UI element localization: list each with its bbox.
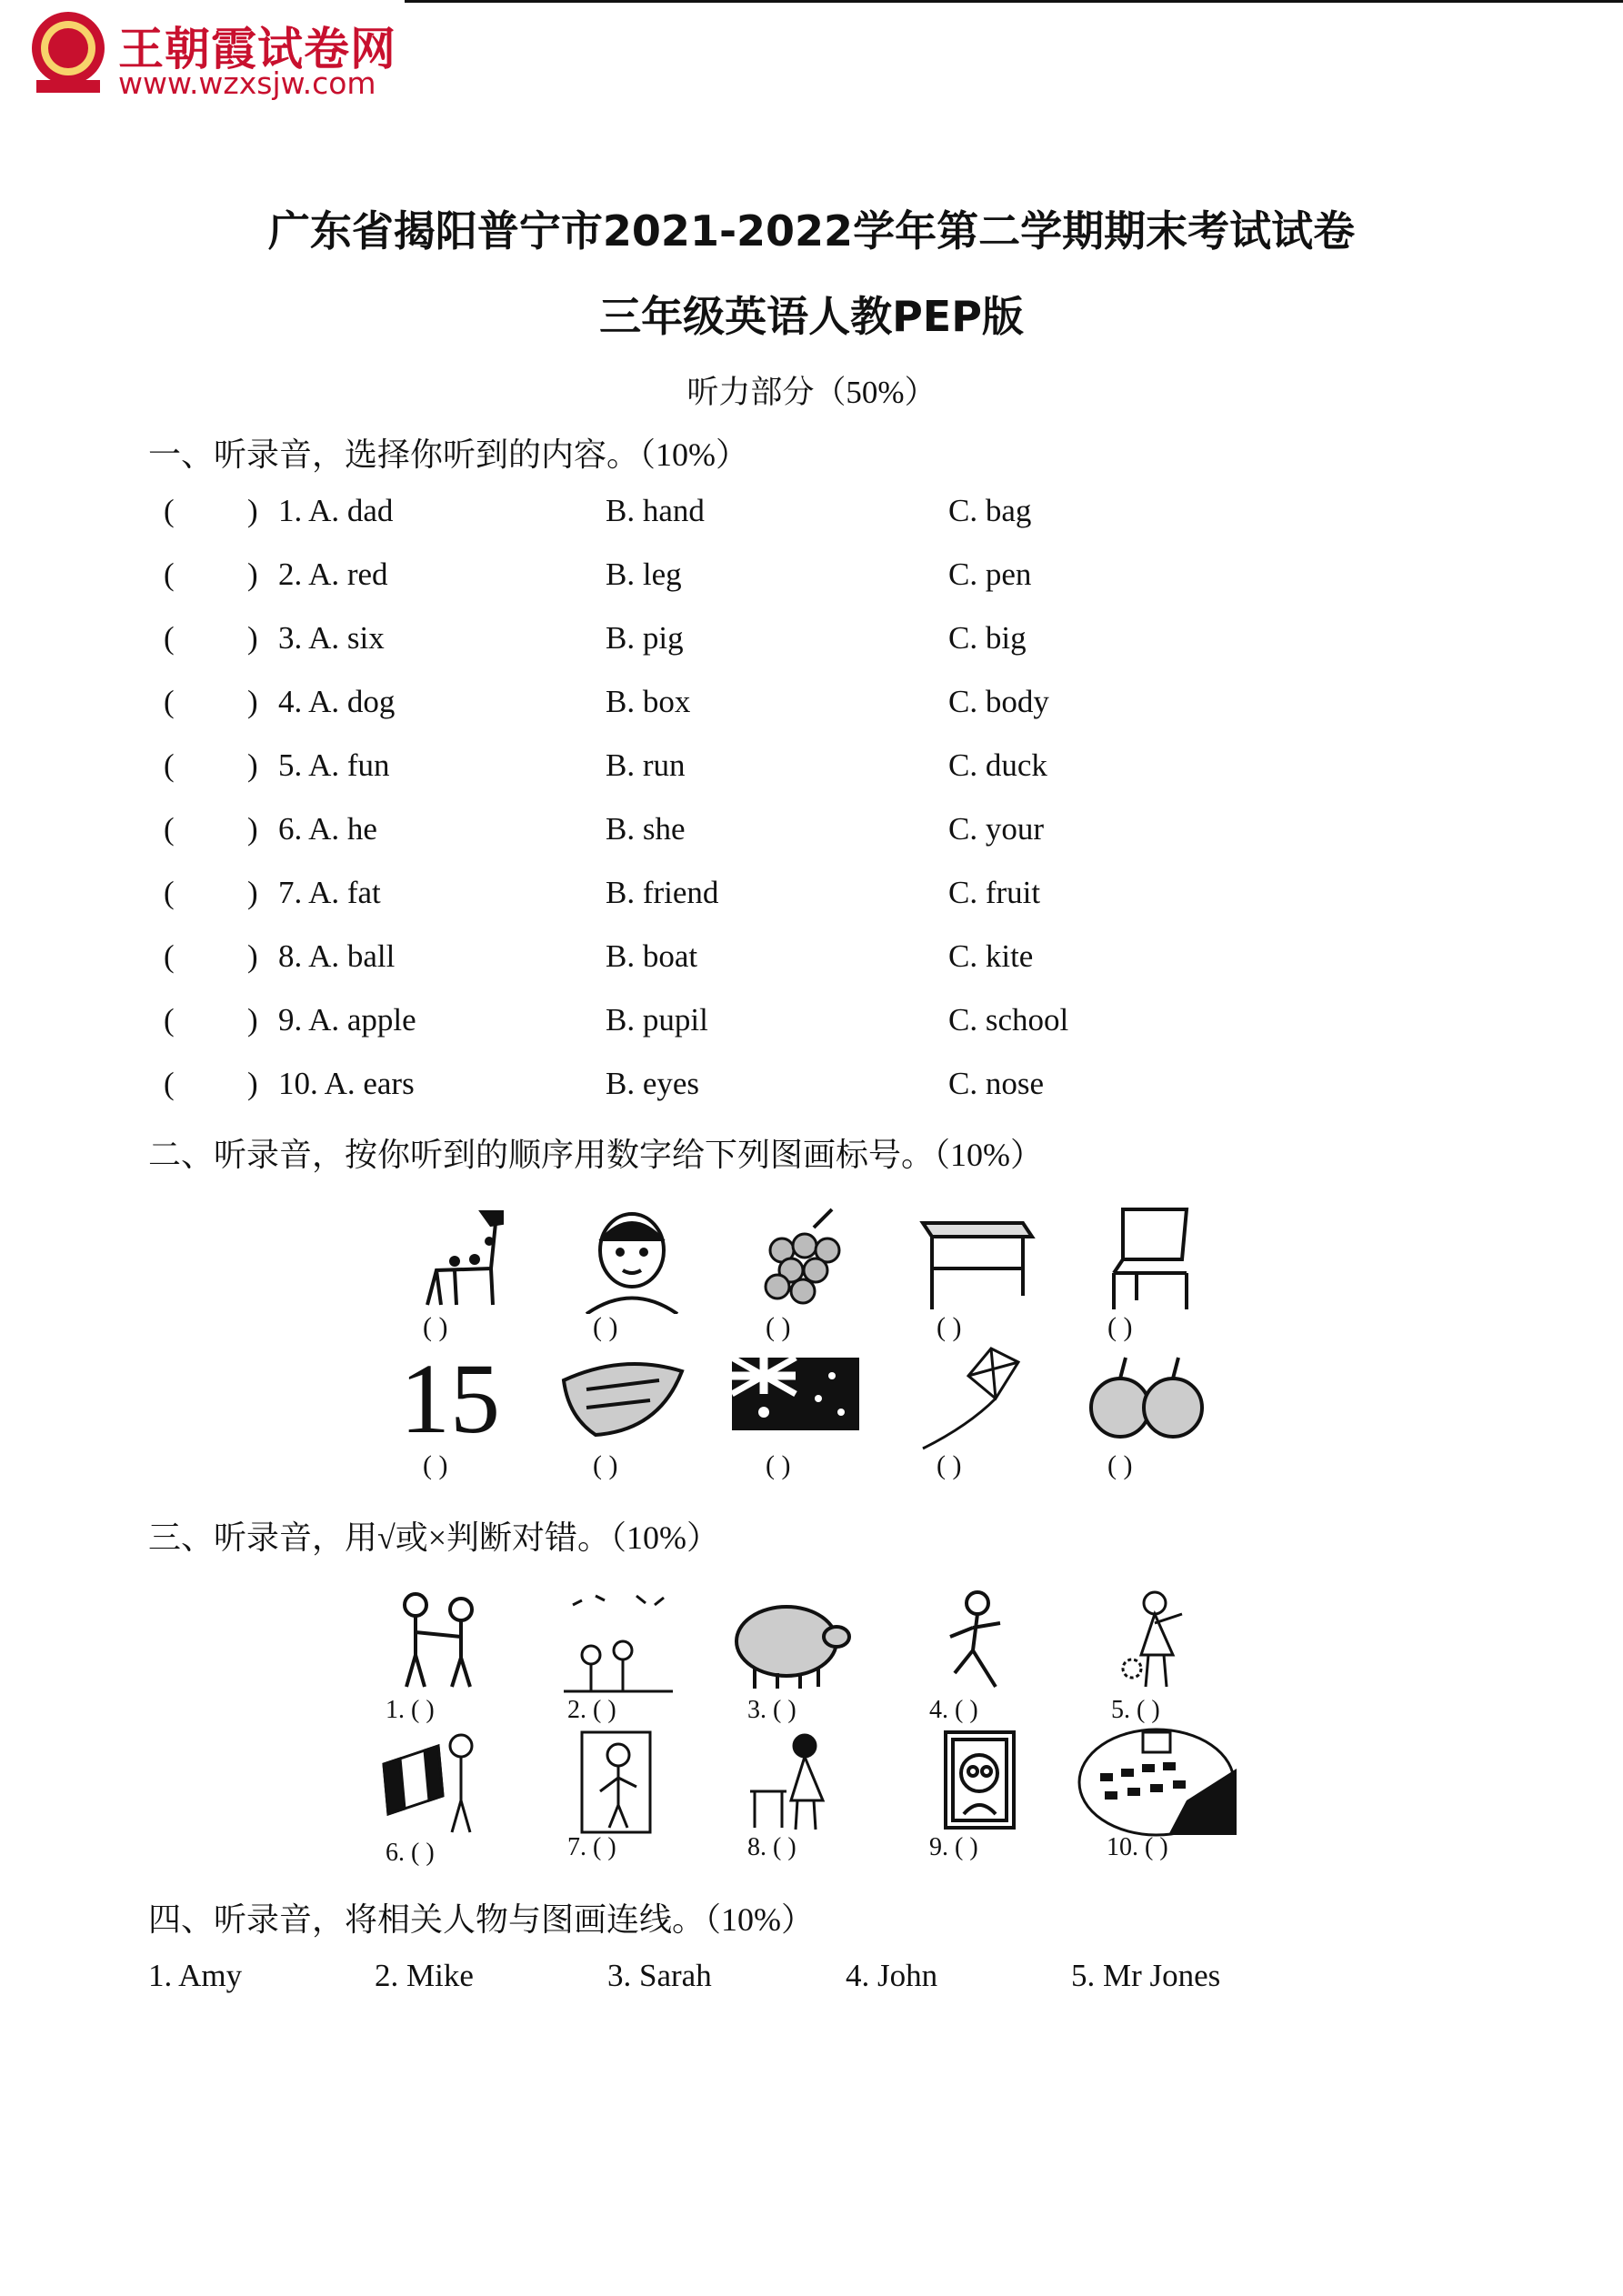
logo-badge-icon [27,7,109,98]
girl-with-ball-icon [1087,1587,1214,1696]
option-c: C. your [948,811,1044,847]
question-row [0,684,1623,738]
australia-flag-icon [732,1344,859,1453]
section4-heading: 四、听录音，将相关人物与图画连线。（10%） [148,1901,814,1938]
logo-text: 王朝霞试卷网 [118,23,396,75]
person-name: 4. John [846,1958,938,1993]
desk-icon [914,1205,1041,1314]
person-name: 2. Mike [375,1958,474,1993]
answer-label: 4. ( ) [929,1696,978,1724]
answer-paren-open: ( [164,938,175,974]
person-name: 5. Mr Jones [1071,1958,1221,1993]
chair-icon [1087,1205,1214,1314]
option-a: 3. A. six [278,620,385,656]
option-b: B. friend [606,875,719,910]
section3-heading: 三、听录音，用√或×判断对错。（10%） [148,1519,720,1556]
answer-paren-open: ( [164,811,175,847]
question-row [0,811,1623,866]
answer-label: 1. ( ) [386,1696,435,1724]
children-walking-icon [375,1587,502,1696]
answer-paren: ( ) [937,1312,962,1342]
site-logo [27,7,409,107]
question-row [0,938,1623,993]
page-title: 广东省揭阳普宁市2021-2022学年第二学期期末考试试卷 [267,206,1356,256]
answer-paren-close: ) [247,556,258,592]
answer-paren-open: ( [164,875,175,910]
logo-url: www.wzxsjw.com [118,65,376,101]
answer-paren-close: ) [247,684,258,719]
answer-label: 2. ( ) [567,1696,616,1724]
flag-holder-icon [375,1728,502,1837]
option-c: C. pen [948,556,1032,592]
option-a: 2. A. red [278,556,388,592]
option-c: C. kite [948,938,1034,974]
option-b: B. eyes [606,1066,700,1101]
answer-label: 10. ( ) [1107,1833,1168,1861]
option-b: B. box [606,684,691,719]
option-c: C. school [948,1002,1069,1038]
answer-paren-open: ( [164,1066,175,1101]
option-b: B. hand [606,493,705,528]
answer-paren: ( ) [766,1312,791,1342]
answer-paren-open: ( [164,684,175,719]
pig-icon [727,1587,855,1696]
answer-paren-close: ) [247,938,258,974]
option-c: C. nose [948,1066,1044,1101]
giraffe-icon [400,1205,527,1314]
answer-paren: ( ) [423,1450,448,1480]
kite-icon [914,1344,1041,1453]
question-row [0,875,1623,929]
people-under-sky-icon [555,1587,682,1696]
answer-paren-close: ) [247,620,258,656]
question-row [0,556,1623,611]
answer-label: 3. ( ) [747,1696,796,1724]
option-b: B. run [606,747,686,783]
answer-label: 5. ( ) [1111,1696,1160,1724]
option-c: C. big [948,620,1027,656]
option-a: 10. A. ears [278,1066,415,1101]
answer-paren: ( ) [1107,1312,1133,1342]
option-b: B. pupil [606,1002,708,1038]
option-a: 4. A. dog [278,684,396,719]
option-b: B. boat [606,938,698,974]
question-row [0,747,1623,802]
option-b: B. pig [606,620,684,656]
answer-paren: ( ) [423,1312,448,1342]
classroom-desks-icon [1077,1728,1237,1837]
answer-paren-open: ( [164,620,175,656]
man-at-door-icon [555,1728,682,1837]
person-name: 1. Amy [148,1958,243,1993]
option-a: 6. A. he [278,811,377,847]
option-a: 8. A. ball [278,938,396,974]
answer-paren: ( ) [593,1450,618,1480]
answer-paren-open: ( [164,747,175,783]
option-c: C. duck [948,747,1047,783]
answer-paren-close: ) [247,1002,258,1038]
question-row [0,1066,1623,1120]
section-listening-title: 听力部分（50%） [686,375,937,410]
question-row [0,1002,1623,1057]
page-subtitle: 三年级英语人教PEP版 [599,292,1024,341]
answer-label: 7. ( ) [567,1833,616,1861]
boat-icon [559,1344,686,1453]
answer-paren-close: ) [247,747,258,783]
answer-paren: ( ) [1107,1450,1133,1480]
boy-face-icon [568,1205,696,1314]
section1-heading: 一、听录音，选择你听到的内容。（10%） [148,436,748,473]
option-a: 7. A. fat [278,875,381,910]
running-boy-icon [909,1587,1037,1696]
option-a: 1. A. dad [278,493,394,528]
answer-label: 6. ( ) [386,1839,435,1867]
answer-paren-open: ( [164,1002,175,1038]
person-name: 3. Sarah [607,1958,712,1993]
option-c: C. fruit [948,875,1041,910]
grandpa-portrait-icon [918,1728,1046,1837]
section2-heading: 二、听录音，按你听到的顺序用数字给下列图画标号。（10%） [148,1137,1043,1173]
option-a: 5. A. fun [278,747,390,783]
answer-paren-close: ) [247,493,258,528]
option-b: B. she [606,811,686,847]
number-15-icon: 15 [400,1343,500,1454]
option-b: B. leg [606,556,682,592]
answer-paren: ( ) [937,1450,962,1480]
option-c: C. body [948,684,1049,719]
grapes-icon [741,1205,868,1314]
answer-paren-close: ) [247,811,258,847]
answer-paren-close: ) [247,875,258,910]
option-a: 9. A. apple [278,1002,416,1038]
girl-at-desk-icon [732,1728,859,1837]
answer-label: 9. ( ) [929,1833,978,1861]
answer-paren: ( ) [766,1450,791,1480]
header-rule [405,0,1623,3]
question-row [0,493,1623,547]
answer-paren-open: ( [164,493,175,528]
option-c: C. bag [948,493,1032,528]
question-row [0,620,1623,675]
apples-icon [1082,1344,1209,1453]
answer-paren-close: ) [247,1066,258,1101]
answer-label: 8. ( ) [747,1833,796,1861]
answer-paren-open: ( [164,556,175,592]
answer-paren: ( ) [593,1312,618,1342]
